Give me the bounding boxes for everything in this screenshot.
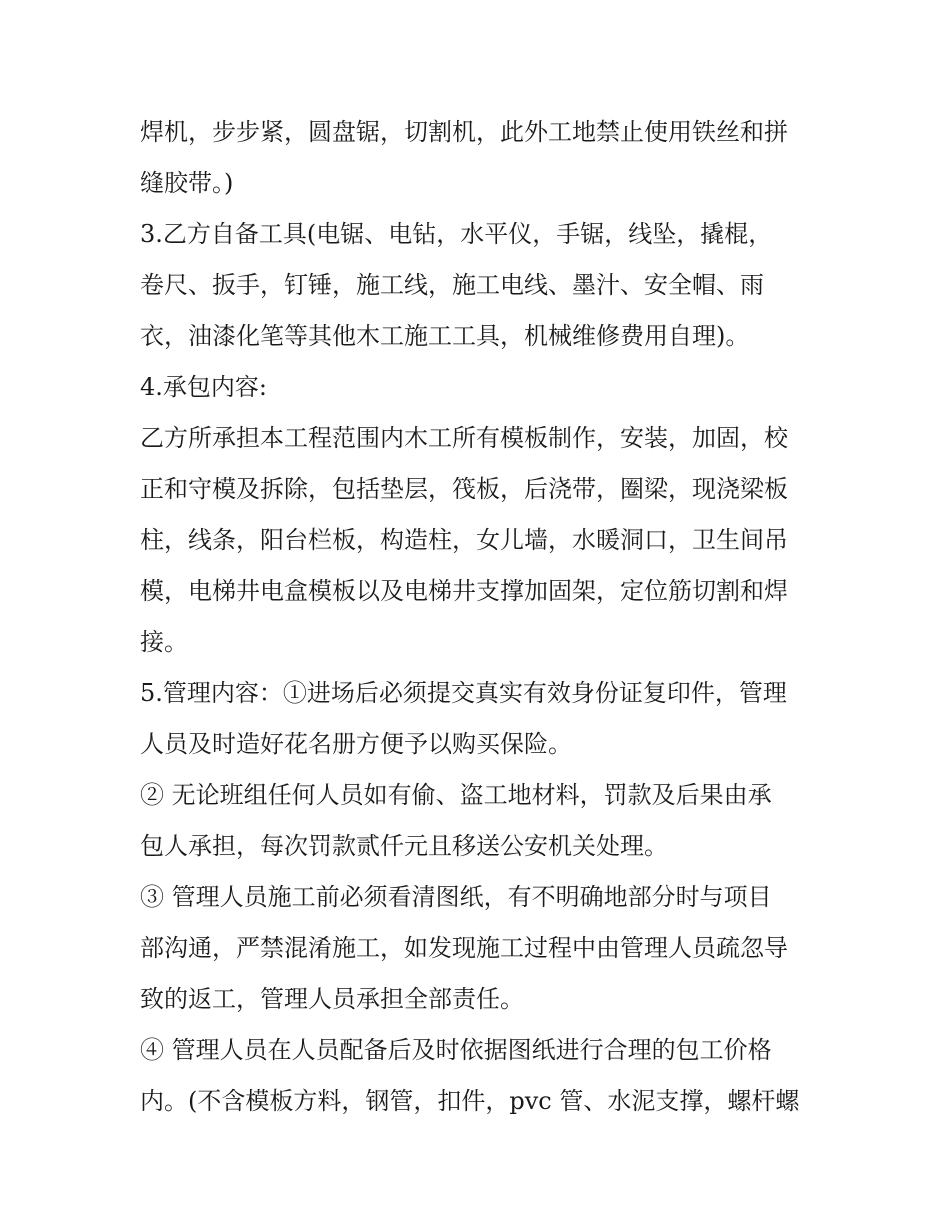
text-line: 焊机，步步紧，圆盘锯，切割机，此外工地禁止使用铁丝和拼 [140, 118, 788, 146]
text-line: 柱，线条，阳台栏板，构造柱，女儿墙，水暖洞口，卫生间吊 [140, 526, 788, 554]
text-line: 4.承包内容: [140, 373, 267, 401]
text-line: 内。(不含模板方料，钢管，扣件，pvc 管、水泥支撑，螺杆螺 [140, 1087, 800, 1115]
text-line: 卷尺、扳手，钉锤，施工线，施工电线、墨汁、安全帽、雨 [140, 271, 764, 299]
text-line: 衣，油漆化笔等其他木工施工工具，机械维修费用自理)。 [140, 322, 750, 350]
text-line: 包人承担，每次罚款贰仟元且移送公安机关处理。 [140, 832, 668, 860]
document-body [140, 107, 820, 1127]
text-line: ④ 管理人员在人员配备后及时依据图纸进行合理的包工价格 [140, 1036, 772, 1064]
text-line: 缝胶带。) [140, 169, 234, 197]
text-line: 部沟通，严禁混淆施工，如发现施工过程中由管理人员疏忽导 [140, 934, 788, 962]
text-line: ② 无论班组任何人员如有偷、盗工地材料，罚款及后果由承 [140, 781, 772, 809]
text-line: 致的返工，管理人员承担全部责任。 [140, 985, 524, 1013]
text-line: 乙方所承担本工程范围内木工所有模板制作，安装，加固，校 [140, 424, 788, 452]
text-line: 5.管理内容：①进场后必须提交真实有效身份证复印件，管理 [140, 679, 787, 707]
text-line: 3.乙方自备工具(电锯、电钻，水平仪，手锯，线坠，撬棍， [140, 220, 773, 248]
text-line: 人员及时造好花名册方便予以购买保险。 [140, 730, 572, 758]
text-line: ③ 管理人员施工前必须看清图纸，有不明确地部分时与项目 [140, 883, 772, 911]
text-line: 接。 [140, 628, 188, 656]
text-line: 模，电梯井电盒模板以及电梯井支撑加固架，定位筋切割和焊 [140, 577, 788, 605]
text-line: 正和守模及拆除，包括垫层，筏板，后浇带，圈梁，现浇梁板 [140, 475, 788, 503]
